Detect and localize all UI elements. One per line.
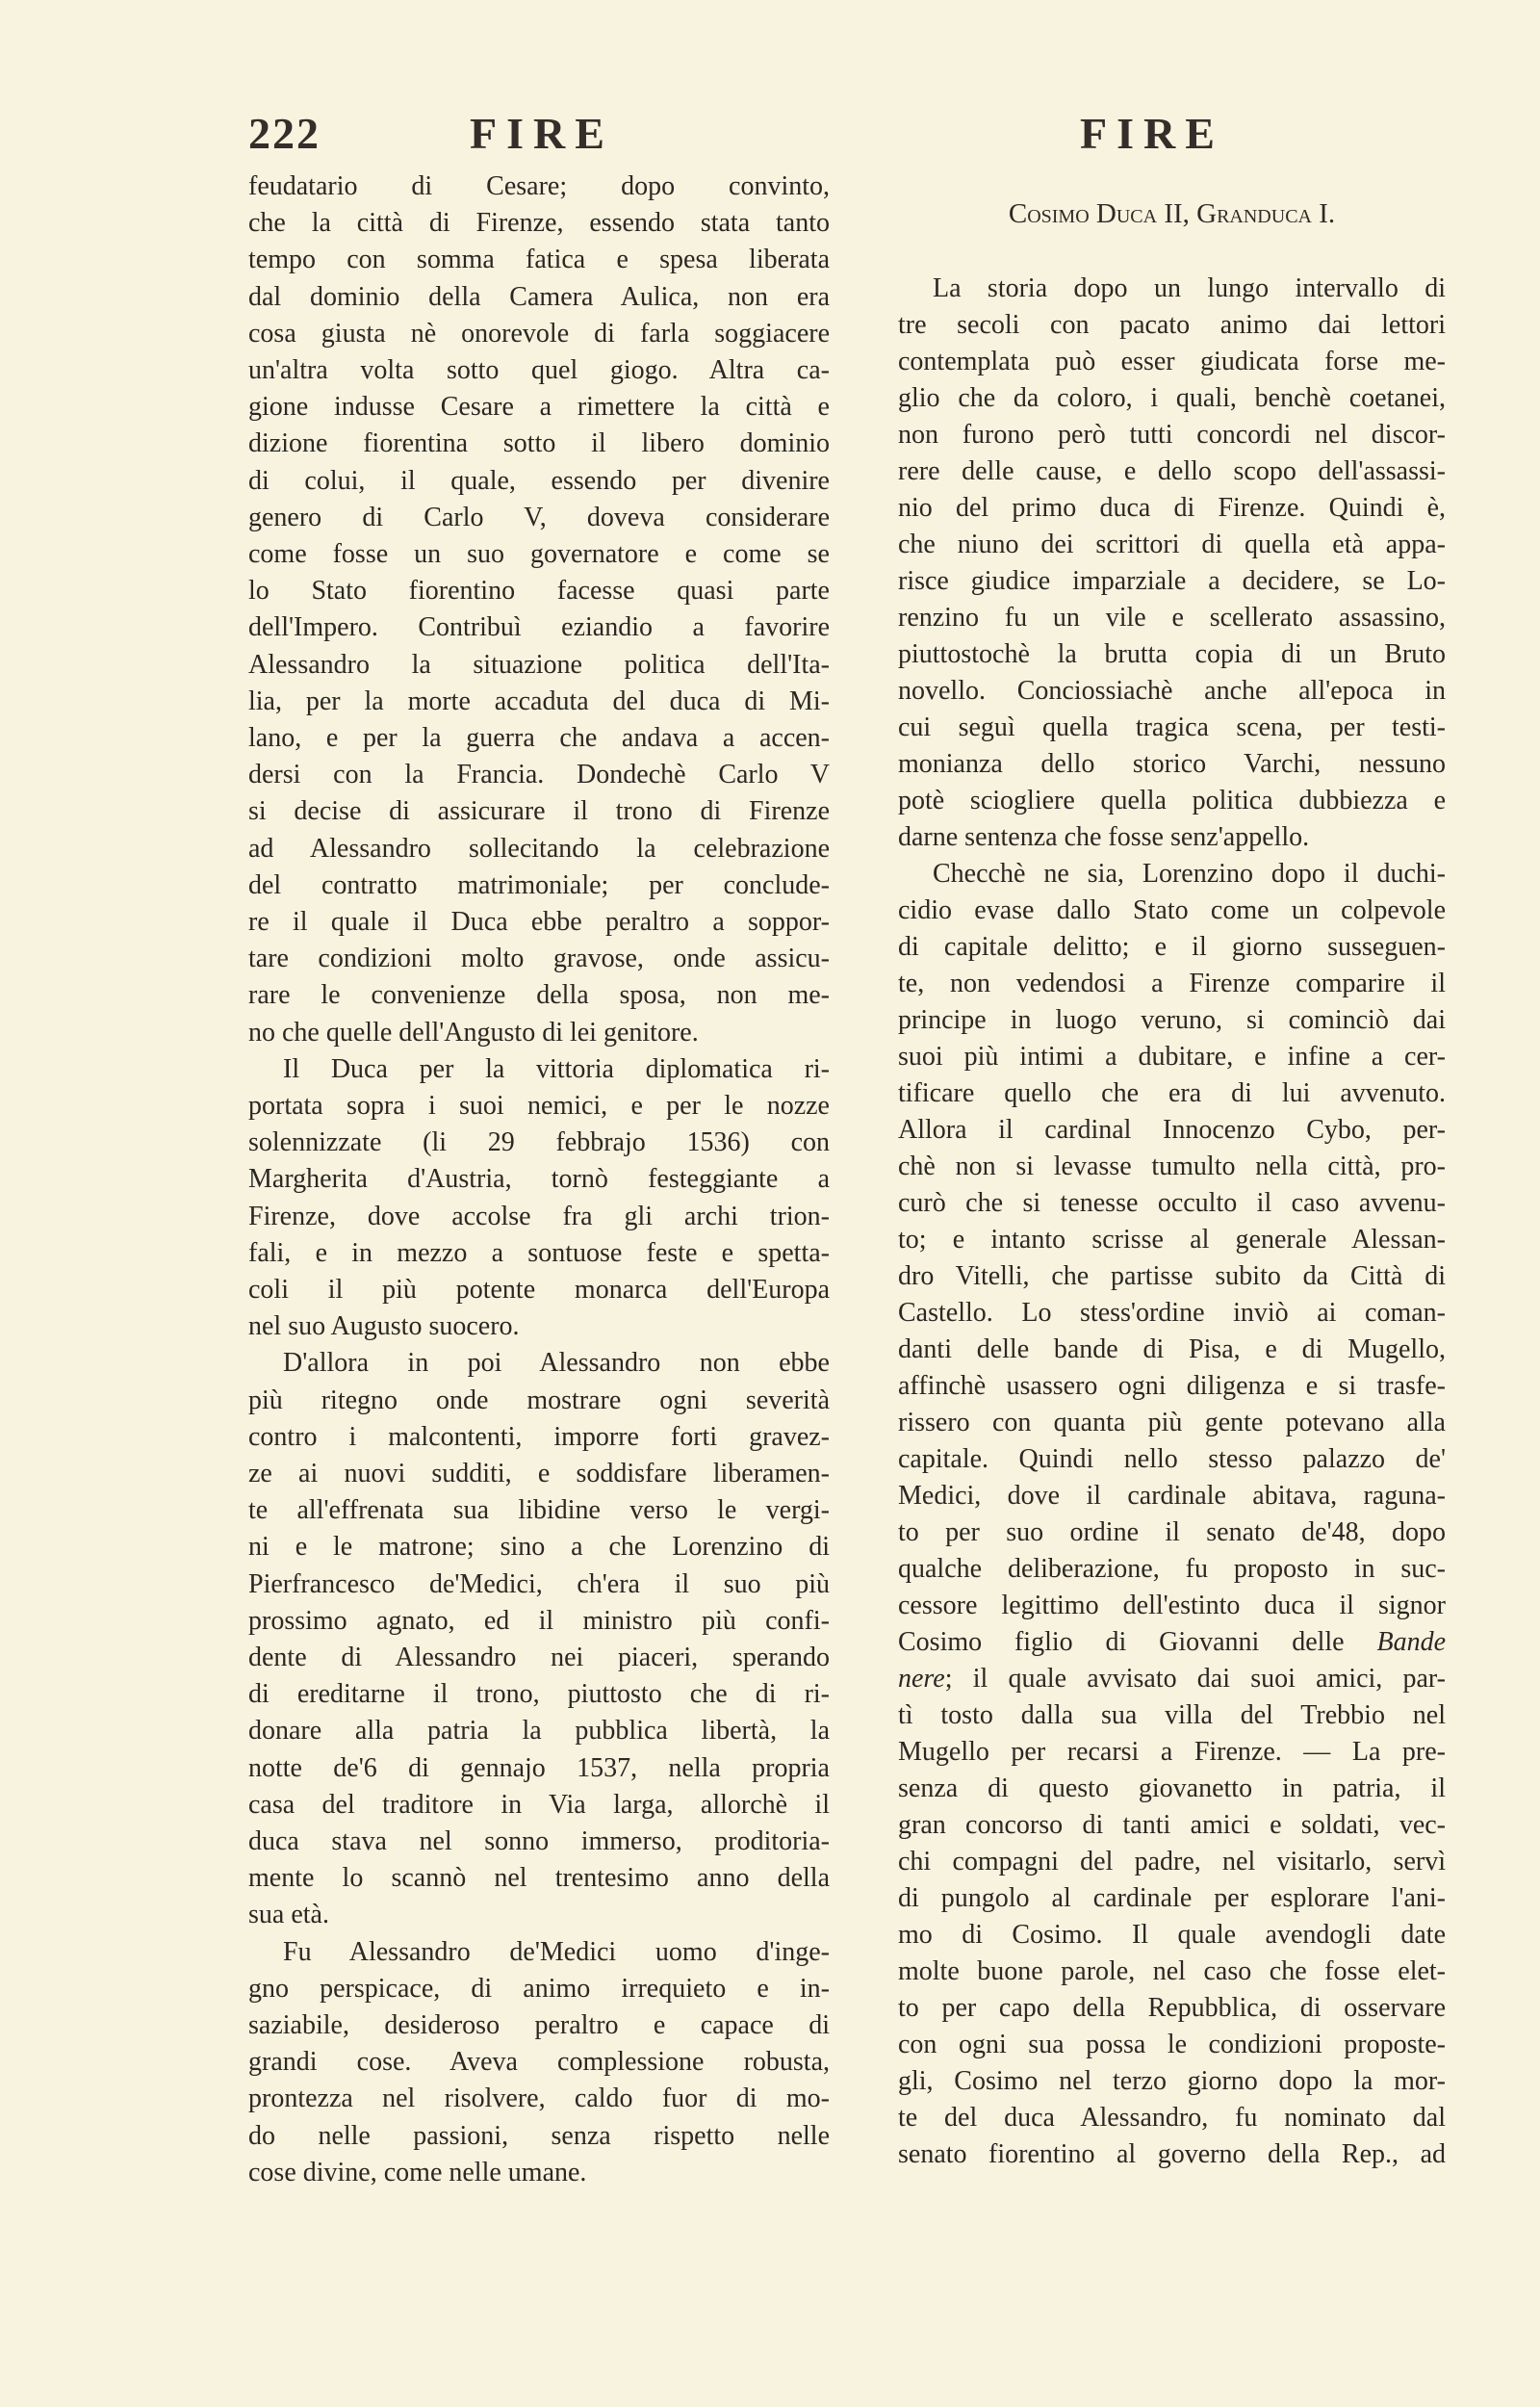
text-line: [248, 537, 830, 572]
text-line: [898, 1296, 1446, 1331]
line-text: do nelle passioni, senza rispetto nelle: [248, 2120, 830, 2151]
line-text: cidio evase dallo Stato come un colpevole: [898, 895, 1446, 925]
text-line: [248, 2045, 830, 2080]
text-line: [248, 685, 830, 719]
line-text: Castello. Lo stess'ordine inviò ai coman-: [898, 1298, 1446, 1328]
italic-text: Bande: [1376, 1627, 1446, 1657]
text-line: [248, 794, 830, 829]
text-line: [898, 1259, 1446, 1294]
line-text: Firenze, dove accolse fra gli archi trion-: [248, 1201, 830, 1231]
text-line: [248, 317, 830, 351]
line-text: ni e le matrone; sino a che Lorenzino di: [248, 1532, 830, 1563]
line-text: dersi con la Francia. Dondechè Carlo V: [248, 760, 830, 790]
line-text: prossimo agnato, ed il ministro più confi-: [248, 1605, 830, 1636]
text-line: [248, 1089, 830, 1124]
line-text: come fosse un suo governatore e come se: [248, 539, 830, 569]
italic-text: nere: [898, 1664, 945, 1694]
line-text: si decise di assicurare il trono di Firenze: [248, 796, 830, 827]
text-line: [248, 243, 830, 277]
line-text: to per capo della Repubblica, di osservare: [898, 1993, 1446, 2023]
line-text: D'allora in poi Alessandro non ebbe: [283, 1348, 830, 1379]
line-text: lano, e per la guerra che andava a accen-: [248, 723, 830, 753]
line-text: grandi cose. Aveva complessione robusta,: [248, 2047, 830, 2078]
text-line: [898, 1186, 1446, 1221]
line-text: tificare quello che era di lui avvenuto.: [898, 1078, 1446, 1108]
text-line: [248, 978, 830, 1013]
text-line: [898, 674, 1446, 709]
text-line: [248, 574, 830, 608]
line-text: prontezza nel risolvere, caldo fuor di mo-: [248, 2083, 830, 2114]
text-line: [898, 1881, 1446, 1916]
line-text: chè non si levasse tumulto nella città, pro-: [898, 1152, 1446, 1181]
text-line: [248, 1935, 830, 1970]
line-text: piuttostochè la brutta copia di un Bruto: [898, 639, 1446, 669]
text-line: [898, 454, 1446, 489]
line-text: capitale. Quindi nello stesso palazzo de': [898, 1444, 1446, 1474]
text-line: [248, 1530, 830, 1565]
text-line: [248, 353, 830, 388]
running-head-right: FIRE: [1080, 109, 1224, 158]
text-line: [248, 1604, 830, 1639]
line-text: del contratto matrimoniale; per conclude-: [248, 869, 830, 900]
text-line: [248, 1972, 830, 2006]
line-text: con ogni sua possa le condizioni proposte-: [898, 2030, 1446, 2059]
line-text: principe in luogo veruno, si cominciò dai: [898, 1005, 1446, 1035]
text-line: [898, 1845, 1446, 1879]
line-text: più ritegno onde mostrare ogni severità: [248, 1385, 830, 1415]
text-line: [898, 1808, 1446, 1843]
text-line: [248, 1309, 830, 1344]
line-text: di capitale delitto; e il giorno susseguen-: [898, 932, 1446, 962]
line-text: gione indusse Cesare a rimettere la città e: [248, 392, 830, 423]
line-text: monianza dello storico Varchi, nessuno: [898, 749, 1446, 779]
line-text: tempo con somma fatica e spesa liberata: [248, 245, 830, 275]
line-text: gno perspicace, di animo irrequieto e in-: [248, 1973, 830, 2004]
line-text: rere delle cause, e dello scopo dell'assassi-: [898, 456, 1446, 486]
line-text: Pierfrancesco de'Medici, ch'era il suo più: [248, 1568, 830, 1599]
line-text: te all'effrenata sua libidine verso le vergi-: [248, 1495, 830, 1526]
line-text: senza di questo giovanetto in patria, il: [898, 1773, 1446, 1803]
line-text: danti delle bande di Pisa, e di Mugello,: [898, 1334, 1446, 1364]
line-text: tre secoli con pacato animo dai lettori: [898, 310, 1446, 340]
text-line: [898, 1735, 1446, 1770]
text-line: [248, 1384, 830, 1418]
text-line: [898, 711, 1446, 745]
line-text: molte buone parole, nel caso che fosse elet-: [898, 1956, 1446, 1986]
line-text: tì tosto dalla sua villa del Trebbio nel: [898, 1700, 1446, 1730]
line-text: qualche deliberazione, fu proposto in suc-: [898, 1554, 1446, 1584]
line-text: Margherita d'Austria, tornò festeggiante a: [248, 1164, 830, 1195]
line-text: rissero con quanta più gente potevano alla: [898, 1408, 1446, 1437]
text-line: [248, 1016, 830, 1050]
text-line: [248, 169, 830, 204]
line-text: dell'Impero. Contribuì eziandio a favorire: [248, 612, 830, 643]
text-line: [898, 418, 1446, 453]
text-line: [248, 1162, 830, 1197]
text-line: [248, 1346, 830, 1381]
text-line: [898, 345, 1446, 379]
line-text: non furono però tutti concordi nel discor-: [898, 420, 1446, 450]
line-text: La storia dopo un lungo intervallo di: [933, 273, 1446, 303]
line-text: saziabile, desideroso peraltro e capace di: [248, 2010, 830, 2040]
text-line: [248, 648, 830, 683]
line-text: te del duca Alessandro, fu nominato dal: [898, 2103, 1446, 2133]
text-line: [898, 528, 1446, 562]
text-line: [248, 1751, 830, 1786]
text-line: [898, 601, 1446, 635]
line-text: Mugello per recarsi a Firenze. — La pre-: [898, 1737, 1446, 1767]
line-text: Checchè ne sia, Lorenzino dopo il duchi-: [933, 859, 1446, 889]
line-text: contemplata può esser giudicata forse me-: [898, 347, 1446, 376]
text-line: [898, 1406, 1446, 1440]
text-line: [898, 930, 1446, 965]
line-text: potè sciogliere quella politica dubbiezza e: [898, 786, 1446, 815]
line-text: dal dominio della Camera Aulica, non era: [248, 281, 830, 312]
section-title: Cosimo Duca II, Granduca I.: [1008, 198, 1336, 229]
text-line: [248, 464, 830, 499]
text-line: [248, 501, 830, 535]
text-line: [898, 1003, 1446, 1038]
line-text: dente di Alessandro nei piaceri, sperando: [248, 1643, 830, 1672]
text-line: [248, 868, 830, 903]
line-text: di pungolo al cardinale per esplorare l'ani-: [898, 1883, 1446, 1913]
line-text: cessore legittimo dell'estinto duca il signor: [898, 1591, 1446, 1620]
line-text: ze ai nuovi sudditi, e soddisfare liberamen-: [248, 1459, 830, 1488]
text-line: [248, 2008, 830, 2043]
text-line: [898, 1954, 1446, 1989]
line-text: notte de'6 di gennajo 1537, nella propria: [248, 1752, 830, 1783]
text-line: [248, 1861, 830, 1896]
text-line: [898, 637, 1446, 672]
text-line: [248, 942, 830, 976]
text-line: [248, 1273, 830, 1307]
text-line: [898, 747, 1446, 782]
text-line: [898, 1333, 1446, 1367]
line-text: darne sentenza che fosse senz'appello.: [898, 822, 1310, 852]
text-line: [248, 427, 830, 461]
line-text: cui seguì quella tragica scena, per testi-: [898, 712, 1446, 742]
text-line: [898, 1662, 1446, 1696]
text-line: [898, 1479, 1446, 1514]
text-line: [248, 1126, 830, 1160]
page-number: 222: [248, 109, 321, 158]
text-line: [898, 784, 1446, 818]
text-line: [248, 1677, 830, 1712]
line-text: cosa giusta nè onorevole di farla soggiacere: [248, 318, 830, 349]
line-text: nio del primo duca di Firenze. Quindi è,: [898, 493, 1446, 523]
line-text: contro i malcontenti, imporre forti gravez-: [248, 1421, 830, 1452]
text-line: [248, 206, 830, 241]
line-text: chi compagni del padre, nel visitarlo, servì: [898, 1847, 1446, 1876]
line-text: casa del traditore in Via larga, allorchè il: [248, 1789, 830, 1820]
text-line: [248, 1457, 830, 1491]
text-line: [898, 820, 1446, 855]
text-line: [248, 2156, 830, 2190]
line-text: novello. Conciossiachè anche all'epoca in: [898, 676, 1446, 706]
text-line: [898, 1442, 1446, 1477]
running-head-left: FIRE: [470, 109, 614, 158]
text-line: [248, 1200, 830, 1234]
line-text: Il Duca per la vittoria diplomatica ri-: [283, 1053, 830, 1084]
text-line: [898, 1223, 1446, 1257]
line-text: donare alla patria la pubblica libertà, la: [248, 1716, 830, 1747]
text-line: [248, 1236, 830, 1271]
text-line: [898, 308, 1446, 343]
line-text: suoi più intimi a dubitare, e infine a cer-: [898, 1042, 1446, 1072]
text-line: [898, 1589, 1446, 1623]
text-line: [248, 2082, 830, 2116]
line-text: genero di Carlo V, doveva considerare: [248, 502, 830, 532]
line-text: Cosimo figlio di Giovanni delle: [898, 1627, 1377, 1657]
line-text: nel suo Augusto suocero.: [248, 1311, 520, 1342]
line-text: tare condizioni molto gravose, onde assicu-: [248, 944, 830, 974]
line-text: che niuno dei scrittori di quella età appa-: [898, 530, 1446, 559]
line-text: duca stava nel sonno immerso, proditoria-: [248, 1826, 830, 1856]
line-text: re il quale il Duca ebbe peraltro a soppor-: [248, 907, 830, 937]
text-line: [898, 1772, 1446, 1806]
line-text: ad Alessandro sollecitando la celebrazione: [248, 833, 830, 864]
text-line: [898, 2064, 1446, 2099]
text-line: [898, 2028, 1446, 2062]
line-text: no che quelle dell'Angusto di lei genitore.: [248, 1017, 699, 1048]
text-line: [898, 1040, 1446, 1074]
text-line: [898, 893, 1446, 928]
text-line: [248, 610, 830, 645]
text-line: [248, 1567, 830, 1602]
text-line: [248, 1714, 830, 1748]
line-text: to per suo ordine il senato de'48, dopo: [898, 1517, 1446, 1547]
line-text: che la città di Firenze, essendo stata tanto: [248, 208, 830, 239]
line-text: renzino fu un vile e scellerato assassino,: [898, 603, 1446, 633]
text-line: [248, 1898, 830, 1932]
text-line: [248, 1641, 830, 1675]
text-line: [898, 1698, 1446, 1733]
text-line: [248, 1493, 830, 1528]
text-line: [248, 1788, 830, 1823]
line-text: gran concorso di tanti amici e soldati, vec-: [898, 1810, 1446, 1840]
text-line: [898, 1625, 1446, 1660]
line-text: curò che si tenesse occulto il caso avvenu-: [898, 1188, 1446, 1218]
line-text: di ereditarne il trono, piuttosto che di ri-: [248, 1679, 830, 1710]
line-text: un'altra volta sotto quel giogo. Altra ca-: [248, 355, 830, 385]
text-line: [248, 721, 830, 756]
text-line: [248, 905, 830, 940]
text-line: [248, 758, 830, 792]
line-text: fali, e in mezzo a sontuose feste e spetta-: [248, 1237, 830, 1268]
line-text: ; il quale avvisato dai suoi amici, par-: [944, 1664, 1446, 1694]
text-line: [898, 2137, 1446, 2172]
text-line: [898, 1991, 1446, 2026]
line-text: coli il più potente monarca dell'Europa: [248, 1275, 830, 1305]
text-line: [898, 857, 1446, 892]
line-text: Medici, dove il cardinale abitava, raguna-: [898, 1481, 1446, 1511]
text-line: [898, 1918, 1446, 1953]
text-line: [898, 1150, 1446, 1184]
line-text: risce giudice imparziale a decidere, se Lo-: [898, 566, 1446, 596]
line-text: solennizzate (li 29 febbrajo 1536) con: [248, 1127, 830, 1158]
line-text: gli, Cosimo nel terzo giorno dopo la mor-: [898, 2066, 1446, 2096]
text-line: [898, 564, 1446, 599]
line-text: di colui, il quale, essendo per divenire: [248, 465, 830, 496]
text-line: [898, 272, 1446, 306]
line-text: Fu Alessandro de'Medici uomo d'inge-: [283, 1936, 830, 1967]
line-text: rare le convenienze della sposa, non me-: [248, 980, 830, 1011]
line-text: Alessandro la situazione politica dell'Ita-: [248, 649, 830, 680]
line-text: portata sopra i suoi nemici, e per le nozze: [248, 1091, 830, 1121]
line-text: te, non vedendosi a Firenze comparire il: [898, 969, 1446, 998]
text-line: [248, 832, 830, 867]
text-line: [898, 2101, 1446, 2135]
text-line: [248, 390, 830, 425]
line-text: feudatario di Cesare; dopo convinto,: [248, 171, 830, 201]
line-text: sua età.: [248, 1900, 329, 1930]
text-line: [248, 2119, 830, 2154]
line-text: lia, per la morte accaduta del duca di Mi-: [248, 686, 830, 716]
text-line: [898, 1076, 1446, 1111]
line-text: dro Vitelli, che partisse subito da Città di: [898, 1261, 1446, 1291]
line-text: mo di Cosimo. Il quale avendogli date: [898, 1920, 1446, 1950]
text-line: [248, 1825, 830, 1859]
line-text: glio che da coloro, i quali, benchè coetanei,: [898, 383, 1446, 413]
line-text: cose divine, come nelle umane.: [248, 2157, 587, 2187]
text-line: [898, 381, 1446, 416]
text-line: [898, 1369, 1446, 1404]
text-line: [248, 1420, 830, 1455]
text-line: [248, 1052, 830, 1087]
text-line: [898, 1552, 1446, 1587]
line-text: to; e intanto scrisse al generale Alessan-: [898, 1225, 1446, 1255]
text-line: [248, 280, 830, 315]
line-text: mente lo scannò nel trentesimo anno della: [248, 1863, 830, 1894]
text-line: [898, 491, 1446, 526]
line-text: Allora il cardinal Innocenzo Cybo, per-: [898, 1115, 1446, 1145]
line-text: lo Stato fiorentino facesse quasi parte: [248, 576, 830, 607]
text-line: [898, 1113, 1446, 1148]
line-text: affinchè usassero ogni diligenza e si trasfe-: [898, 1371, 1446, 1401]
text-line: [898, 1515, 1446, 1550]
line-text: dizione fiorentina sotto il libero dominio: [248, 428, 830, 459]
text-line: [898, 967, 1446, 1001]
line-text: senato fiorentino al governo della Rep., ad: [898, 2139, 1446, 2169]
